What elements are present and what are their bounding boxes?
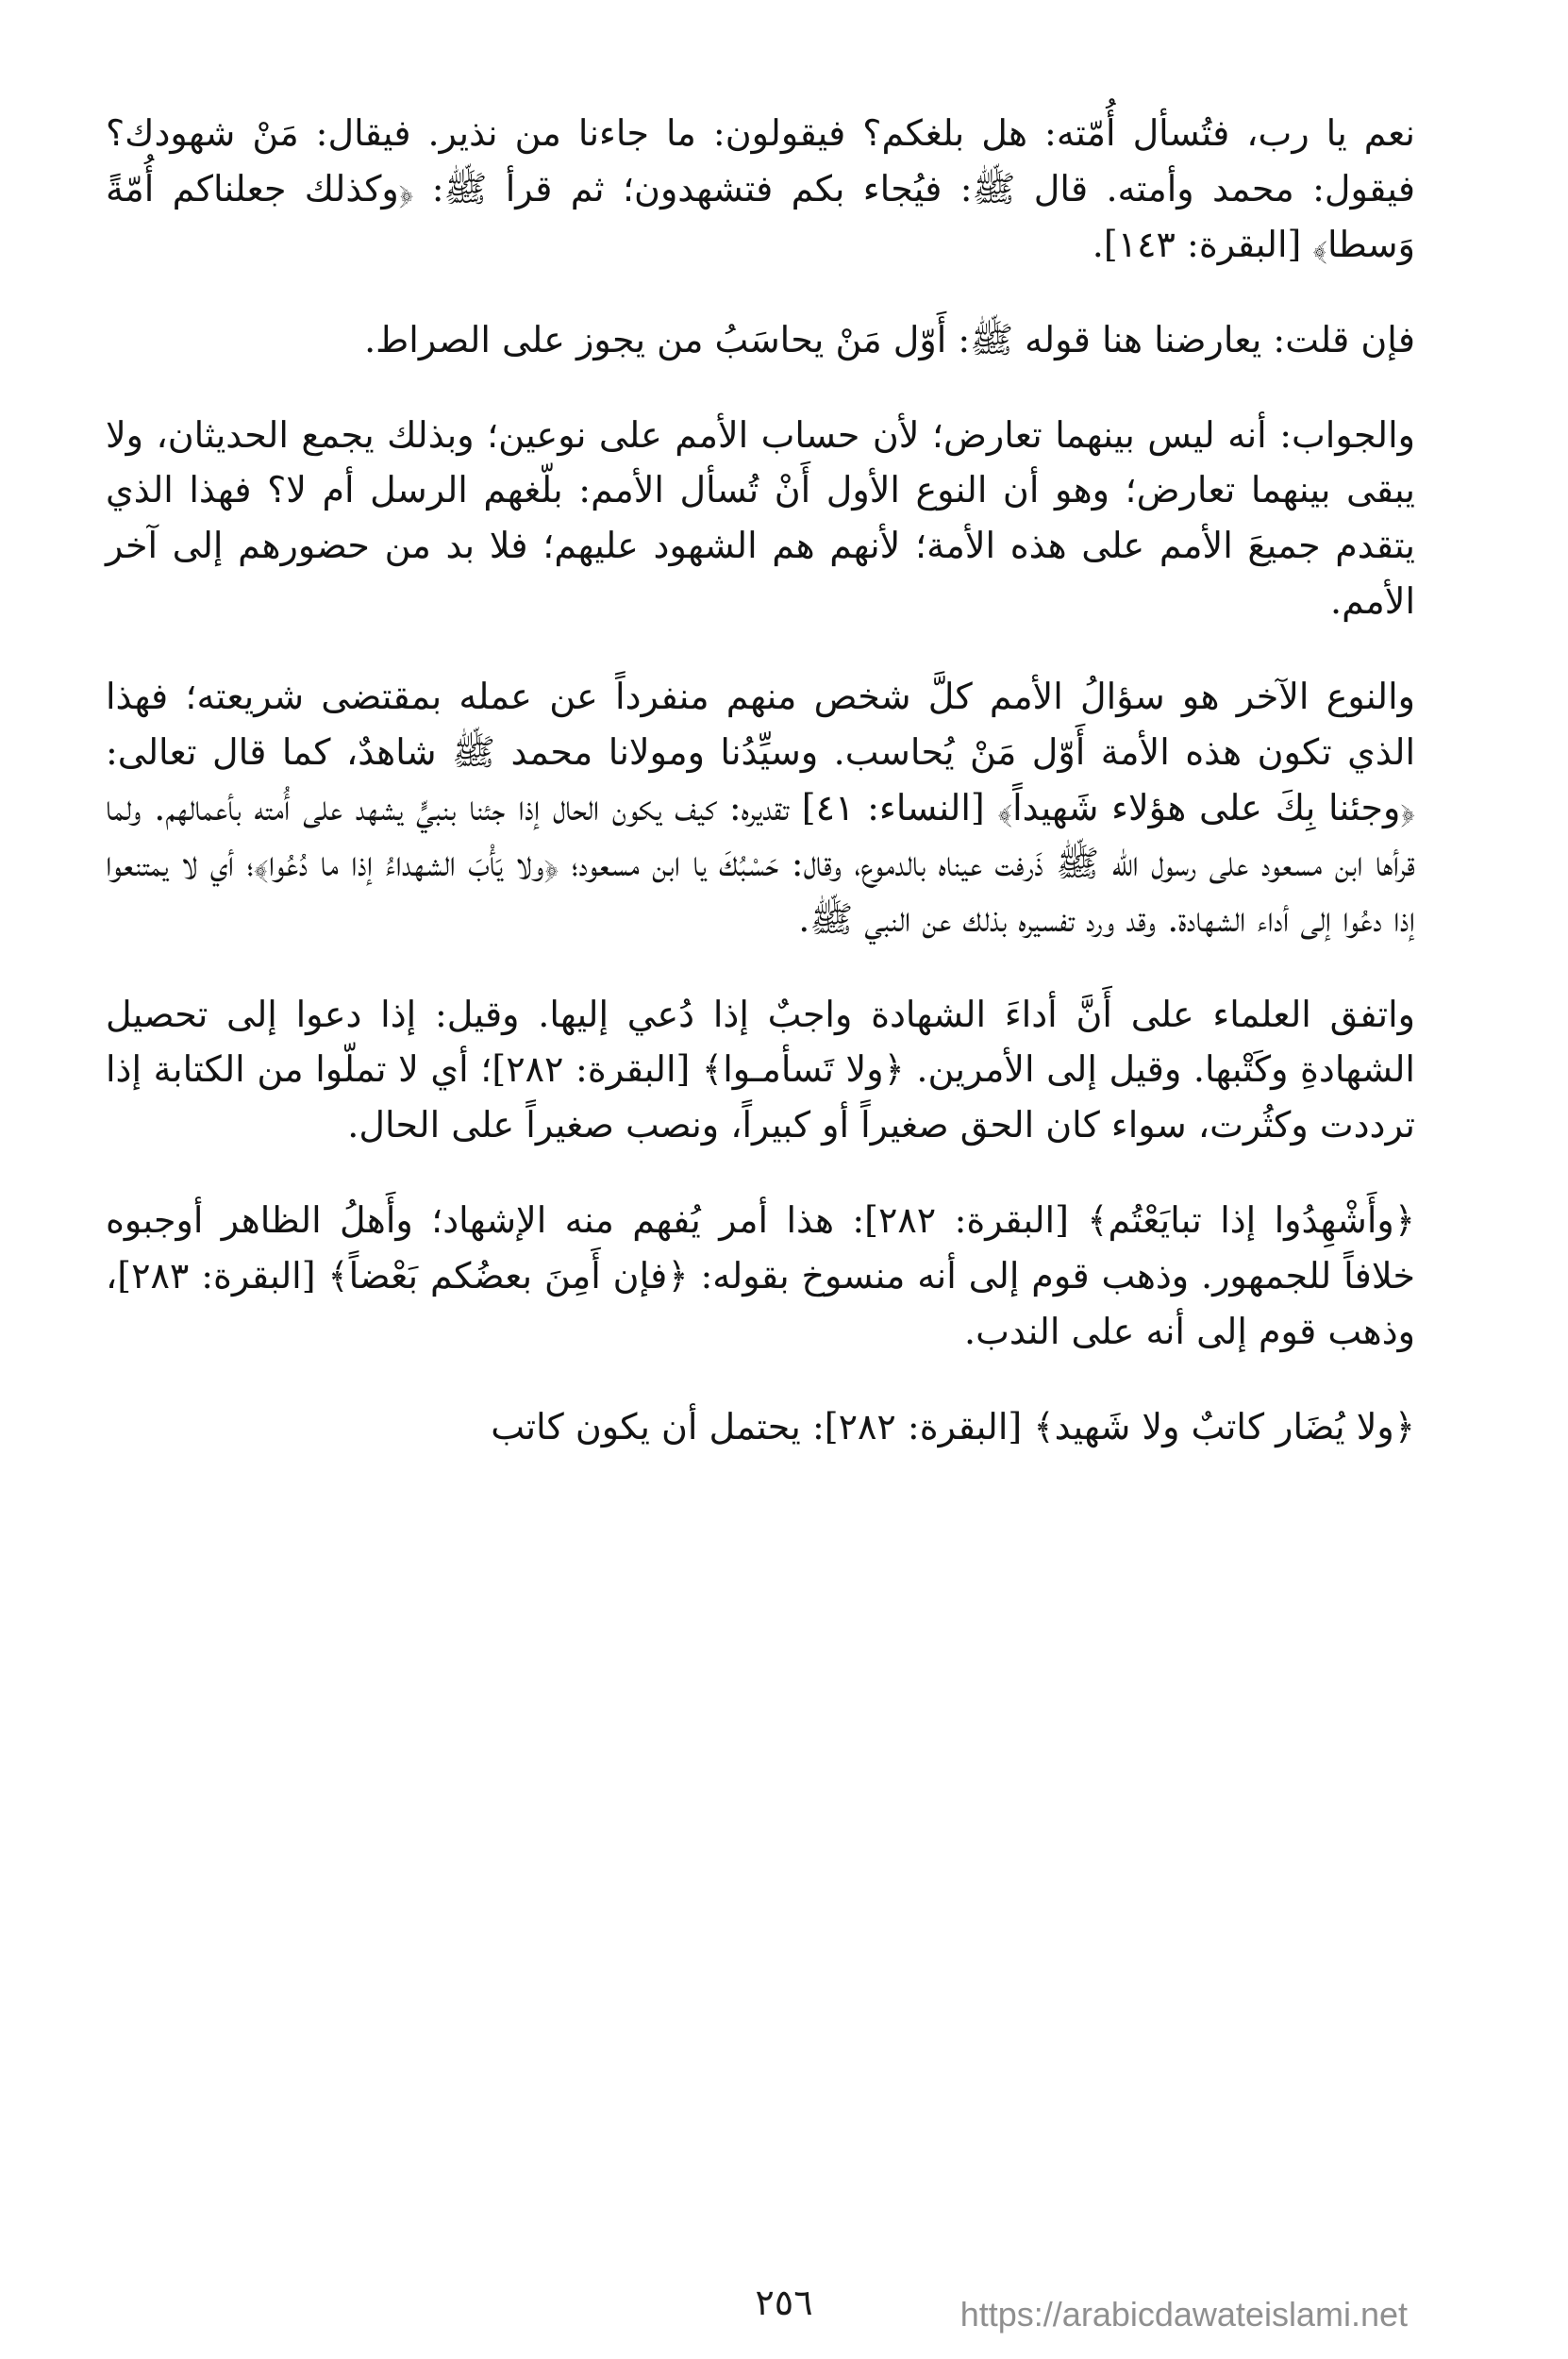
paragraph-6: ﴿وأَشْهِدُوا إذا تبايَعْتُم﴾ [البقرة: ٢٨٢]: هذا أمر يُفهم منه الإشهاد؛ وأَهلُ الظاهر أوجبوه خلافاً للجمهور. وذهب قوم إلى أنه منسوخ بقوله: ﴿فإن أَمِنَ بعضُكم بَعْضاً﴾ [البقرة: ٢٨٣]، وذهب قوم إلى أنه على الندب. <box>106 1199 1415 1353</box>
paragraph-2: فإن قلت: يعارضنا هنا قوله ﷺ: أَوّل مَنْ يحاسَبُ من يجوز على الصراط. <box>364 318 1415 360</box>
paragraph-4: والنوع الآخر هو سؤالُ الأمم كلَّ شخص منهم منفرداً عن عمله بمقتضى شريعته؛ فهذا الذي تكون هذه الأمة أَوّل مَنْ يُحاسب. وسيِّدُنا ومولانا محمد ﷺ شاهدٌ، كما قال تعالى: ﴿وجئنا بِكَ على هؤلاء شَهيداً﴾ [النساء: ٤١] تقديره: كيف يكون الحال إذا جئنا بنبيٍّ يشهد على أُمته بأعمالهم. ولما قرأها ابن مسعود على رسول الله ﷺ ذَرفت عيناه بالدموع، وقال: حَسْبُكَ يا ابن مسعود؛ ﴿ولا يَأْبَ الشهداءُ إذا ما دُعُوا﴾؛ أي لا يمتنعوا إذا دعُوا إلى أداء الشهادة. وقد ورد تفسيره بذلك عن النبي ﷺ. <box>106 676 1415 940</box>
page-number: ٢٥٦ <box>755 2282 813 2323</box>
paragraph-5: واتفق العلماء على أَنَّ أداءَ الشهادة واجبٌ إذا دُعي إليها. وقيل: إذا دعوا إلى تحصيل الشهادةِ وكَتْبها. وقيل إلى الأمرين. ﴿ولا تَسأمـوا﴾ [البقرة: ٢٨٢]؛ أي لا تملّوا من الكتابة إذا ترددت وكثُرت، سواء كان الحق صغيراً أو كبيراً، ونصب صغيراً على الحال. <box>106 993 1415 1146</box>
paragraph-7: ﴿ولا يُضَار كاتبٌ ولا شَهيد﴾ [البقرة: ٢٨٢]: يحتمل أن يكون كاتب <box>491 1405 1415 1447</box>
paragraph-1: نعم يا رب، فتُسأل أُمّته: هل بلغكم؟ فيقولون: ما جاءنا من نذير. فيقال: مَنْ شهودك؟ فيقول: محمد وأمته. قال ﷺ: فيُجاء بكم فتشهدون؛ ثم قرأ ﷺ: ﴿وكذلك جعلناكم أُمّةً وَسطا﴾ [البقرة: ١٤٣]. <box>106 112 1415 265</box>
watermark-url: https://arabicdawateislami.net <box>959 2295 1408 2334</box>
paragraph-3: والجواب: أنه ليس بينهما تعارض؛ لأن حساب الأمم على نوعين؛ وبذلك يجمع الحديثان، ولا يبقى بينهما تعارض؛ وهو أن النوع الأول أَنْ تُسأل الأمم: بلّغهم الرسل أم لا؟ فهذا الذي يتقدم جميعَ الأمم على هذه الأمة؛ لأنهم هم الشهود عليهم؛ فلا بد من حضورهم إلى آخر الأمم. <box>106 413 1415 623</box>
text-body <box>106 106 1415 1455</box>
